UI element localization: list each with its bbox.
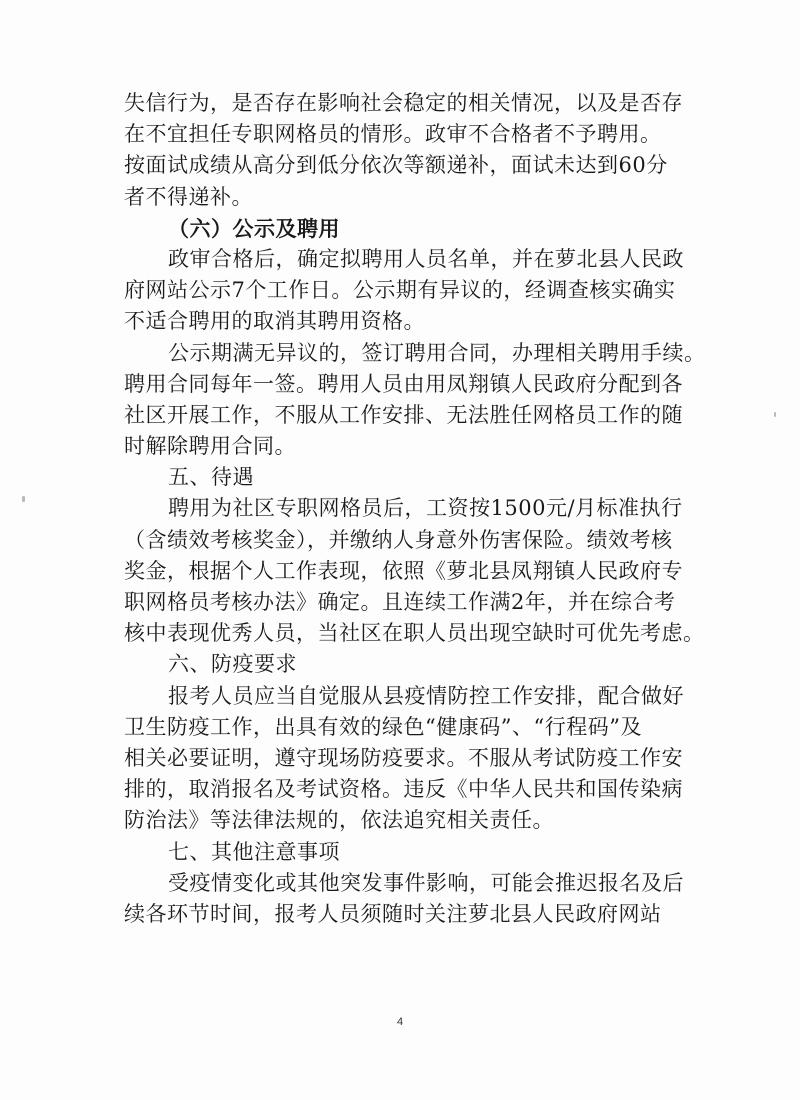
paragraph (124, 338, 706, 463)
text-line: 在不宜担任专职网格员的情形。政审不合格者不予聘用。 (124, 122, 662, 147)
text-line: 按面试成绩从高分到低分依次等额递补，面试未达到60分 (124, 153, 668, 178)
subsection-heading (124, 213, 684, 244)
section-heading (124, 649, 684, 680)
text-line: （含绩效考核奖金），并缴纳人身意外伤害保险。绩效考核 (124, 527, 673, 552)
text-line: 卫生防疫工作，出具有效的绿色“健康码”、“行程码”及 (124, 714, 642, 739)
paragraph (124, 868, 684, 930)
section-heading (124, 462, 684, 493)
text-line: 报考人员应当自觉服从县疫情防控工作安排，配合做好 (168, 683, 684, 708)
text-line: 聘用合同每年一签。聘用人员由用凤翔镇人民政府分配到各 (124, 371, 683, 396)
text-line: 相关必要证明，遵守现场防疫要求。不服从考试防疫工作安 (124, 745, 683, 770)
text-line: 续各环节时间，报考人员须随时关注萝北县人民政府网站 (124, 901, 662, 926)
text-line: 防治法》等法律法规的，依法追究相关责任。 (124, 808, 554, 833)
text-line: 者不得递补。 (124, 184, 253, 209)
text-line: 失信行为，是否存在影响社会稳定的相关情况，以及是否存 (124, 91, 683, 115)
paragraph (124, 244, 684, 338)
scan-mark (774, 412, 776, 417)
text-line: 职网格员考核办法》确定。且连续工作满2年，并在综合考 (124, 590, 676, 614)
page-number: 4 (396, 1016, 404, 1028)
text-line: 府网站公示7个工作日。公示期有异议的，经调查核实确实 (124, 278, 676, 303)
text-line: 聘用为社区专职网格员后，工资按1500元/月标准执行 (168, 496, 683, 521)
text-line: 奖金，根据个人工作表现，依照《萝北县凤翔镇人民政府专 (124, 558, 683, 583)
text-line: 五、待遇 (168, 465, 254, 490)
paragraph (124, 681, 684, 837)
text-line: 排的，取消报名及考试资格。违反《中华人民共和国传染病 (124, 777, 683, 802)
text-line: 七、其他注意事项 (168, 839, 340, 864)
text-line: 不适合聘用的取消其聘用资格。 (124, 309, 425, 334)
paragraph (124, 88, 684, 213)
text-line: 公示期满无异议的，签订聘用合同，办理相关聘用手续。 (168, 340, 706, 365)
document-body (124, 88, 706, 930)
text-line: 社区开展工作，不服从工作安排、无法胜任网格员工作的随 (124, 402, 683, 427)
text-line: 受疫情变化或其他突发事件影响，可能会推迟报名及后 (168, 870, 684, 895)
text-line: 六、防疫要求 (168, 652, 297, 677)
text-line: 政审合格后，确定拟聘用人员名单，并在萝北县人民政 (168, 246, 684, 271)
text-line: 时解除聘用合同。 (124, 434, 296, 459)
text-line: （六）公示及聘用 (168, 215, 340, 241)
text-line: 核中表现优秀人员，当社区在职人员出现空缺时可优先考虑。 (124, 621, 705, 646)
section-heading (124, 837, 684, 868)
scan-mark (22, 496, 25, 502)
paragraph (124, 493, 705, 649)
